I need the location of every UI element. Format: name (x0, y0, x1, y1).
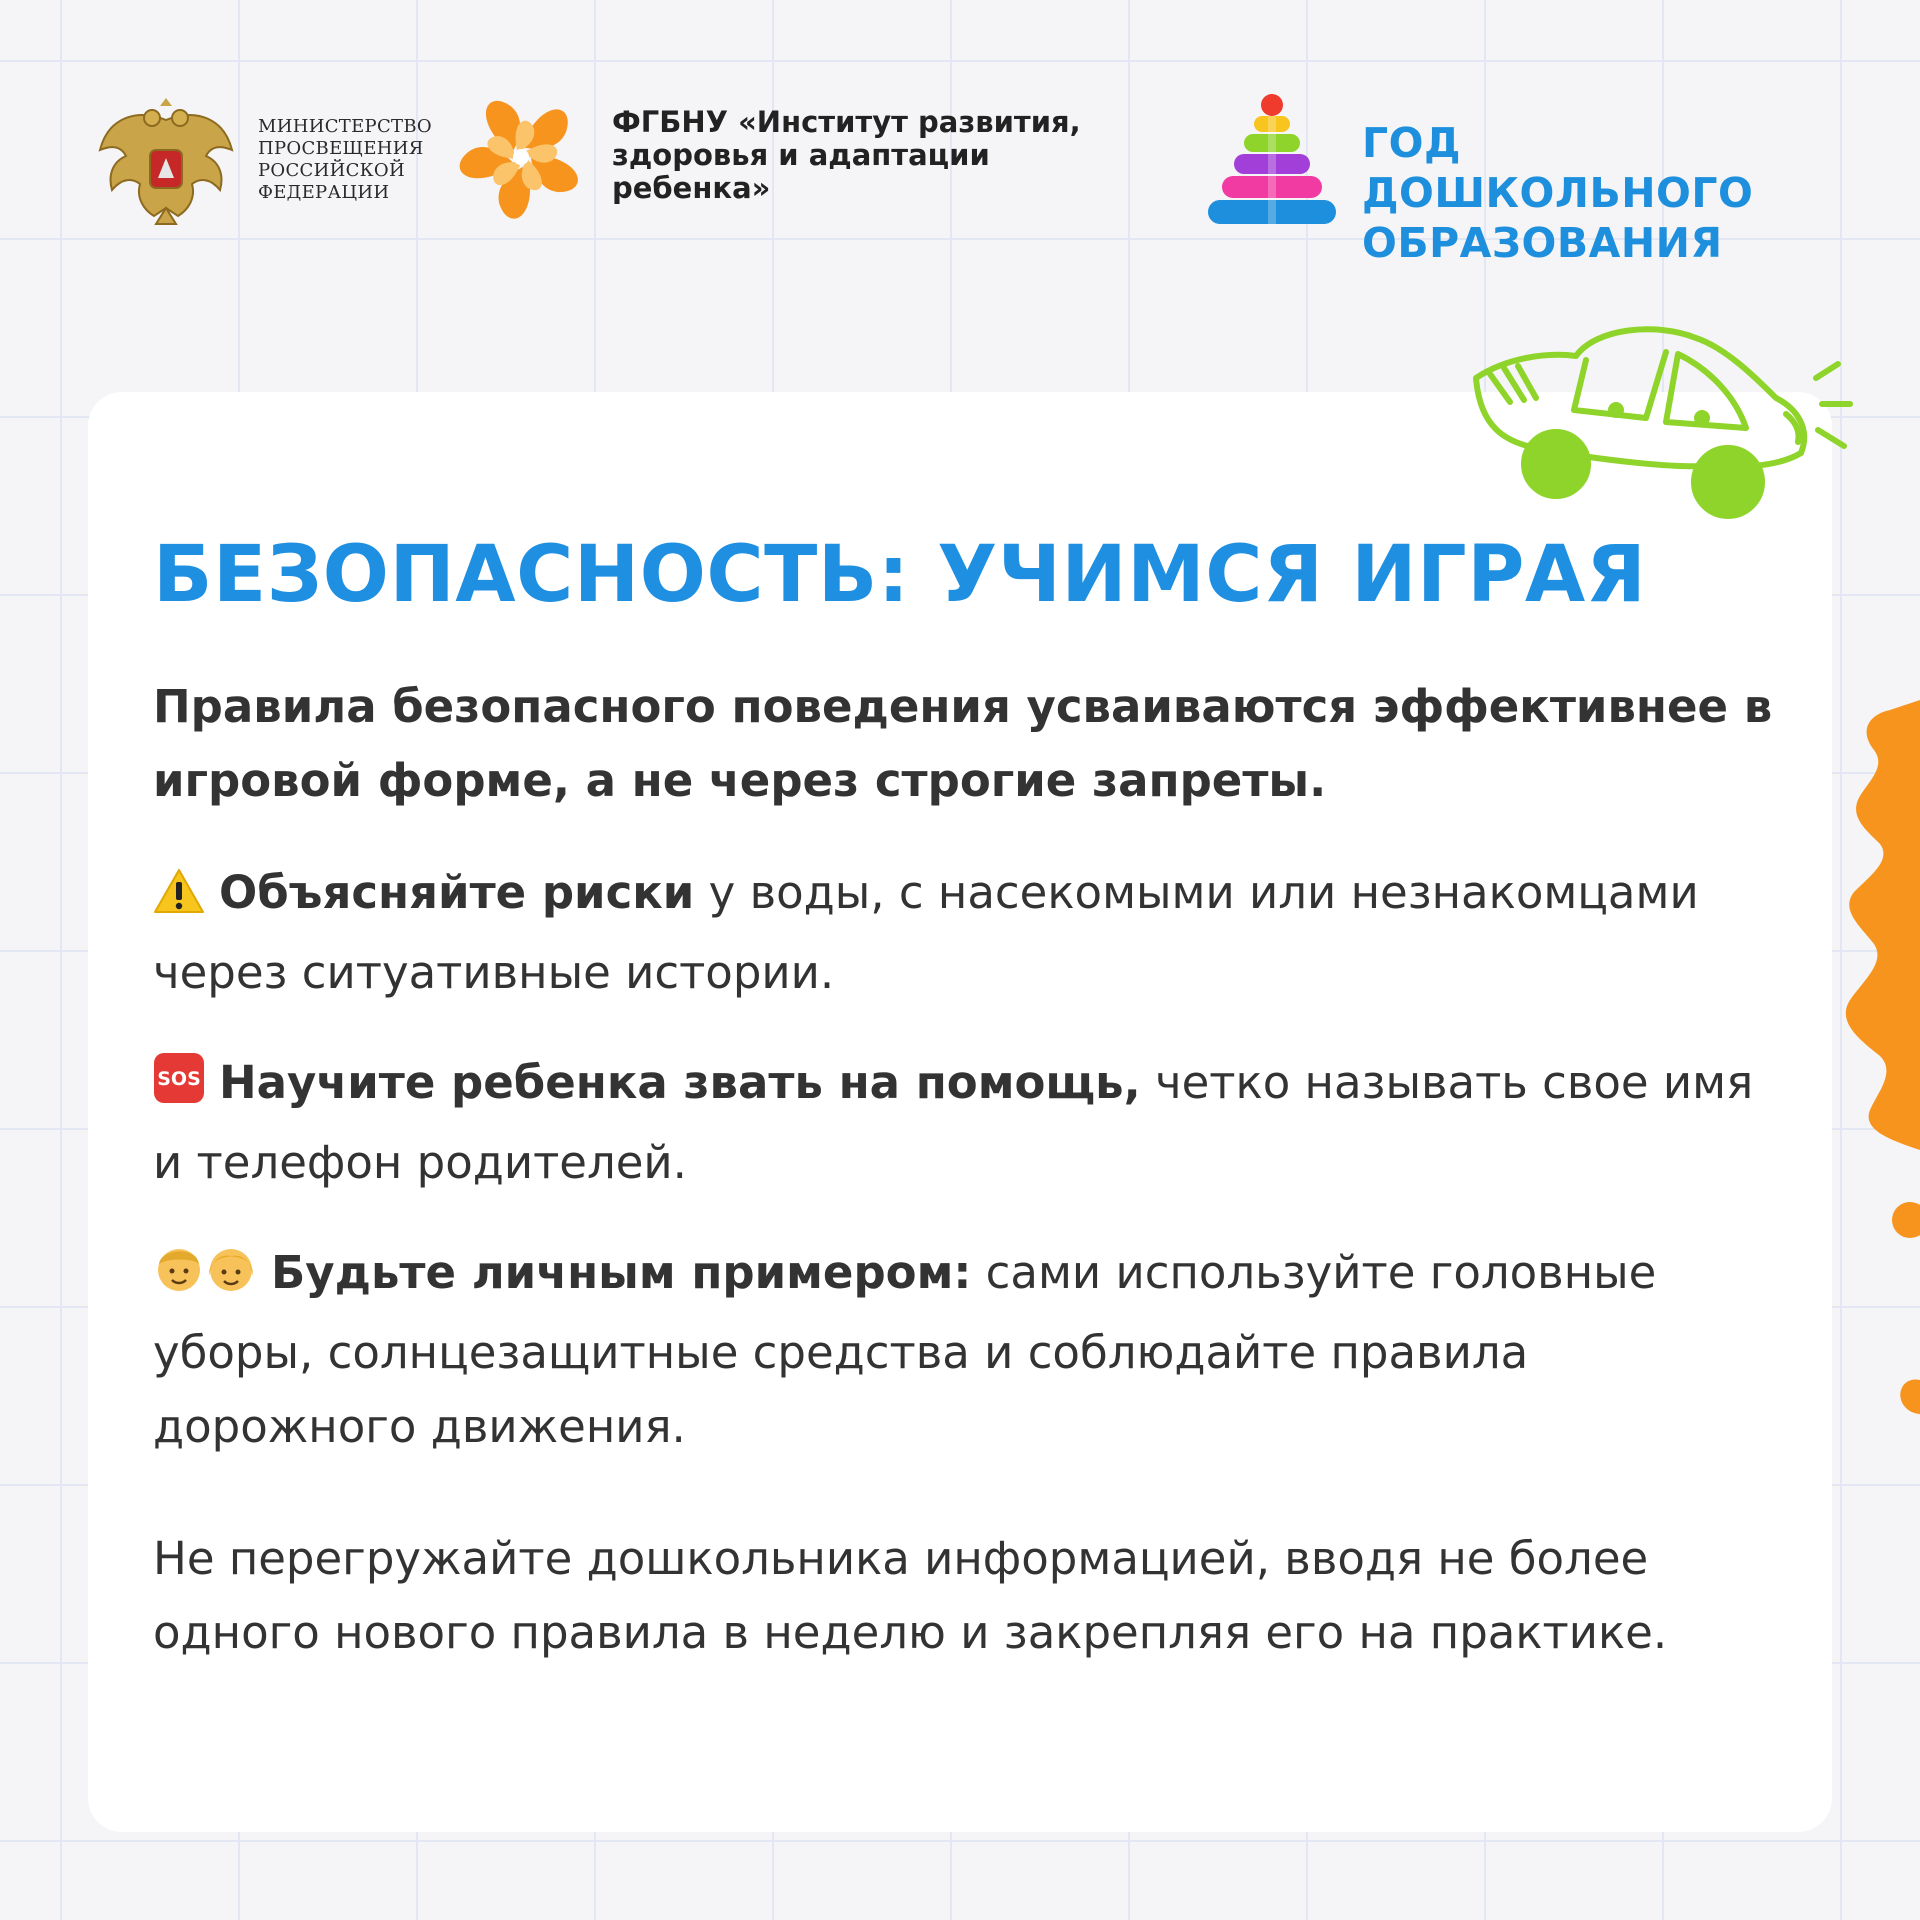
item-text: четко называть свое имя и телефон родителей. (153, 1056, 1754, 1189)
item-bold: Объясняйте риски (219, 866, 695, 919)
intro-text: Правила безопасного поведения усваиваются эффективнее в игровой форме, а не через строгие запреты. (153, 680, 1773, 807)
parents-icon (153, 1242, 257, 1316)
eagle-emblem-icon (96, 98, 236, 228)
orange-splash-decoration (1830, 700, 1920, 1420)
main-content (153, 530, 1793, 1670)
swirl-flower-icon (456, 92, 586, 222)
list-item (153, 1046, 1793, 1200)
warning-icon (153, 862, 205, 936)
item-text: сами используйте головные уборы, солнцезащитные средства и соблюдайте правила дорожного движения. (153, 1246, 1657, 1453)
item-text: у воды, с насекомыми или незнакомцами через ситуативные истории. (153, 866, 1699, 999)
preschool-year-logo (1202, 92, 1842, 267)
ministry-logo (96, 98, 436, 228)
sos-icon (153, 1052, 205, 1126)
item-bold: Будьте личным примером: (271, 1246, 972, 1299)
page-title: БЕЗОПАСНОСТЬ: УЧИМСЯ ИГРАЯ (153, 530, 1647, 620)
preschool-year-title: ГОД ДОШКОЛЬНОГО ОБРАЗОВАНИЯ (1362, 119, 1754, 267)
car-doodle-icon (1466, 318, 1856, 538)
list-item (153, 856, 1793, 1010)
item-bold: Научите ребенка звать на помощь, (219, 1056, 1141, 1109)
institute-name: ФГБНУ «Институт развития, здоровья и адаптации ребенка» (612, 105, 1081, 205)
svg-text:SOS: SOS (157, 1068, 201, 1090)
list-item (153, 1236, 1793, 1464)
outro-text: Не перегружайте дошкольника информацией, вводя не более одного нового правила в неделю и закрепляя его на практике. (153, 1532, 1668, 1659)
institute-logo (456, 92, 1096, 232)
ministry-name: МИНИСТЕРСТВО ПРОСВЕЩЕНИЯ РОССИЙСКОЙ ФЕДЕРАЦИИ (258, 116, 432, 203)
header (0, 0, 1920, 267)
ring-pyramid-icon (1202, 92, 1342, 232)
